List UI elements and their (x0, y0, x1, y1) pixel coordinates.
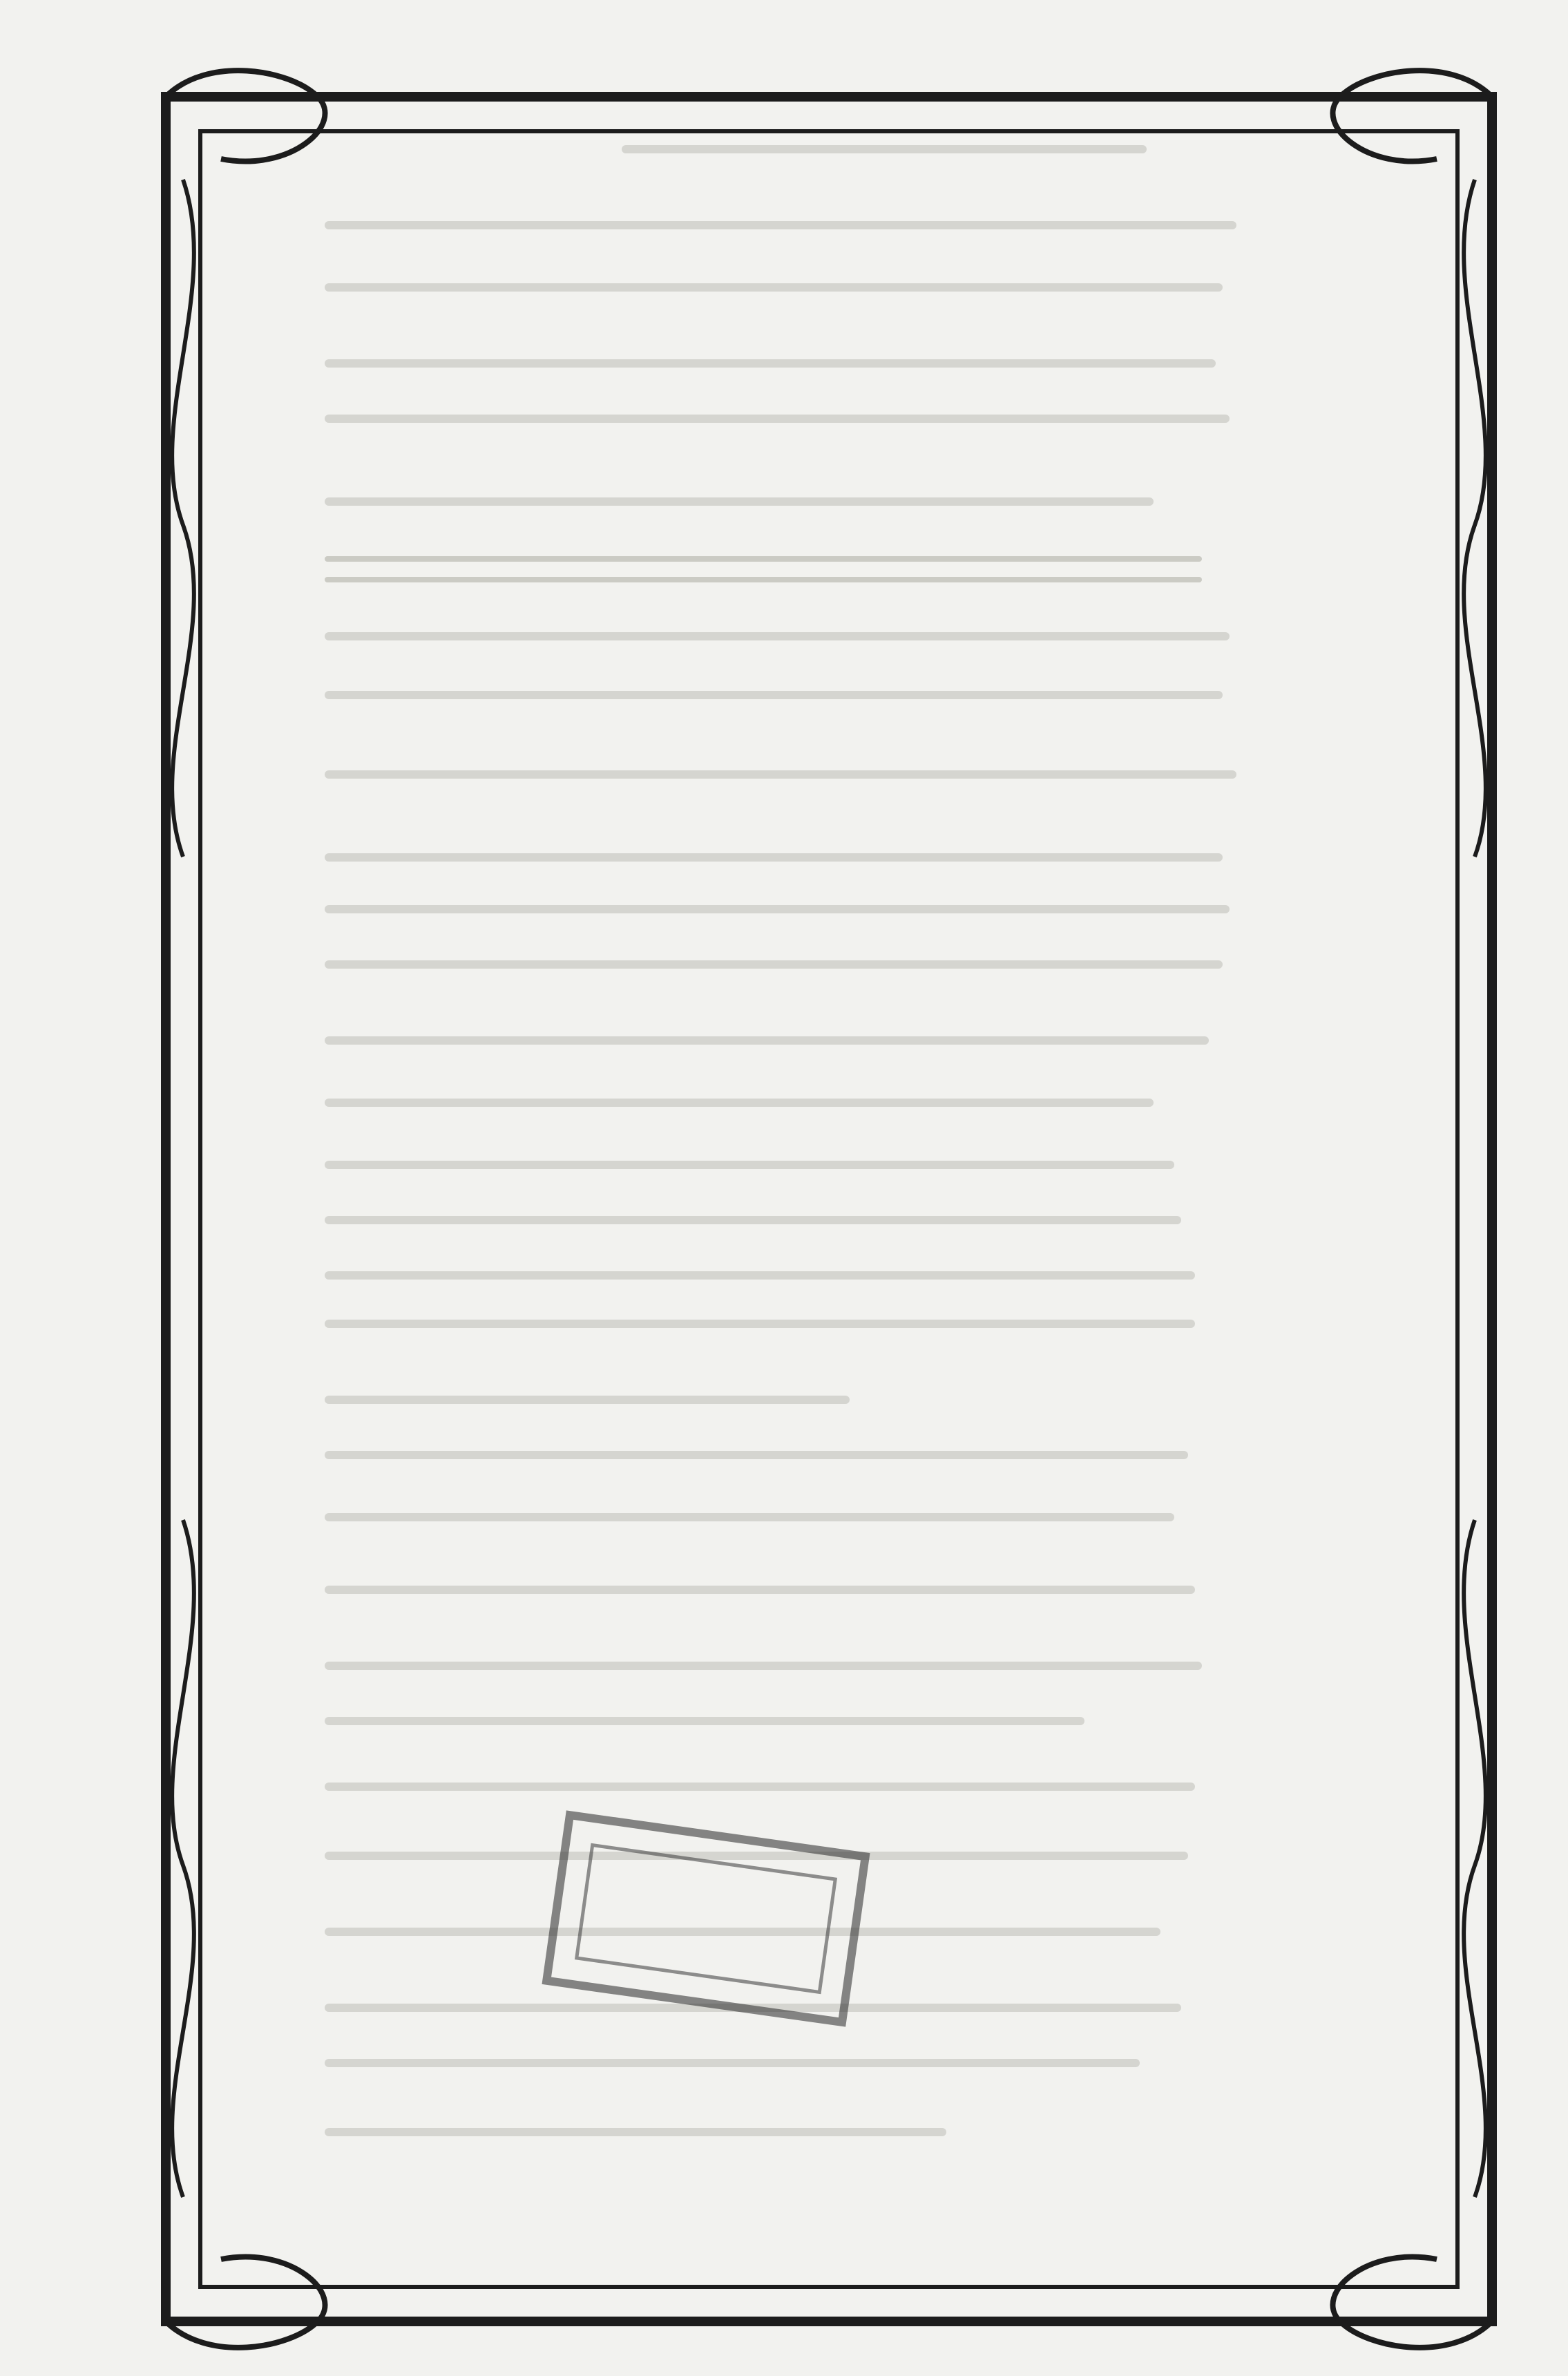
text-line (325, 415, 1230, 423)
text-line (325, 1586, 1195, 1594)
text-line (325, 1271, 1195, 1280)
text-line (325, 770, 1236, 779)
separator (325, 556, 1202, 562)
text-line (325, 1783, 1195, 1791)
text-line (325, 283, 1223, 292)
text-line (325, 1036, 1209, 1045)
text-line (325, 497, 1154, 506)
text-line (325, 960, 1223, 969)
text-line (325, 2128, 946, 2136)
text-line (325, 691, 1223, 699)
text-line (325, 1099, 1154, 1107)
text-line (325, 2059, 1140, 2067)
text-line (325, 1513, 1174, 1521)
stamp-inner (575, 1843, 837, 1994)
text-line (325, 905, 1230, 913)
text-line (325, 221, 1236, 229)
separator (325, 577, 1202, 582)
text-line (325, 853, 1223, 862)
text-line (325, 632, 1230, 640)
text-line (325, 1161, 1174, 1169)
text-line (325, 1662, 1202, 1670)
text-line (325, 1717, 1084, 1725)
text-line (325, 1320, 1195, 1328)
text-line (622, 145, 1147, 153)
text-line (325, 1216, 1181, 1224)
text-line (325, 1451, 1188, 1459)
text-line (325, 1396, 850, 1404)
text-line (325, 359, 1216, 368)
